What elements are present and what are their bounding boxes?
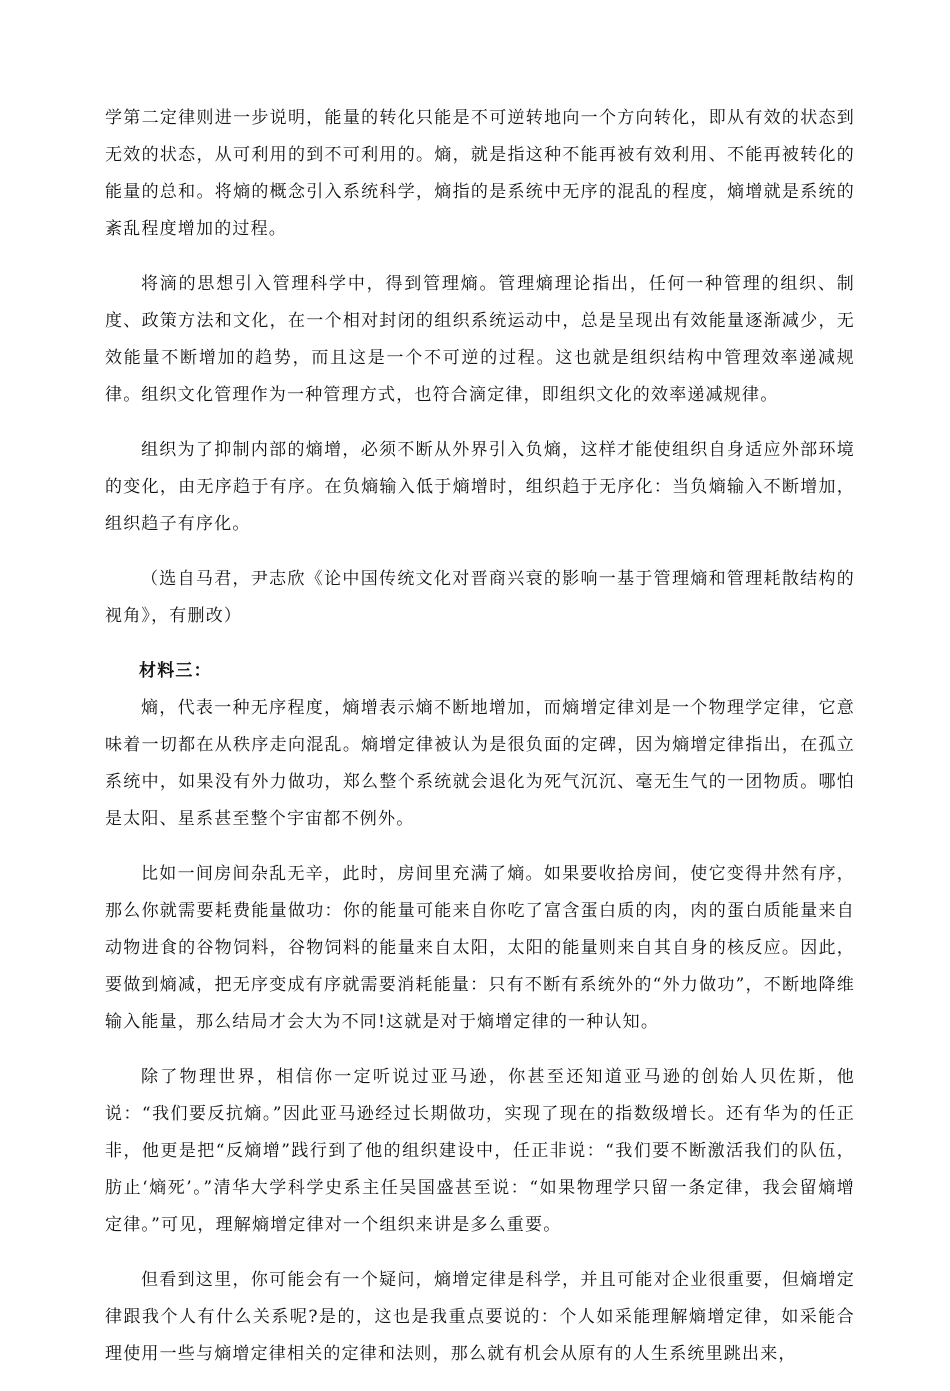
paragraph-2: 将滴的思想引入管理科学中，得到管理熵。管理熵理论指出，任何一种管理的组织、制度、政策方法和文化，在一个相对封闭的组织系统运动中，总是呈现出有效能量逐渐减少，无效能量不断增加的趋势，而且这是一个不可逆的过程。这也就是组织结构中管理效率递减规律。组织文化管理作为一种管理方式，也符合滴定律，即组织文化的效率递减规律。 [105,274,855,405]
paragraph-3: 组织为了抑制内部的熵增，必须不断从外界引入负熵，这样才能使组织自身适应外部环境的变化，由无序趋于有序。在负熵输入低于熵增时，组织趋于无序化：当负熵输入不断增加，组织趋子有序化。 [105,440,855,534]
document-body [105,100,855,1391]
paragraph-7: 但看到这里，你可能会有一个疑问，熵增定律是科学，并且可能对企业很重要，但熵增定律跟我个人有什么关系呢?是的，这也是我重点要说的：个人如采能理解熵增定律，如采能合理使用一些与熵增定律相关的定律和法则，那么就有机会从原有的人生系统里跳出来， [105,1270,855,1364]
paragraph-1: 学第二定律则进一步说明，能量的转化只能是不可逆转地向一个方向转化，即从有效的状态到无效的状态，从可利用的到不可利用的。熵，就是指这种不能再被有效利用、不能再被转化的能量的总和。将熵的概念引入系统科学，熵指的是系统中无序的混乱的程度，熵增就是系统的紊乱程度增加的过程。 [105,108,855,239]
paragraph-5: 比如一间房间杂乱无辛，此时，房间里充满了熵。如果要收拾房间，使它变得井然有序，那么你就需要耗费能量做功：你的能量可能来自你吃了富含蛋白质的肉，肉的蛋白质能量来自动物进食的谷物饲料，谷物饲料的能量来自太阳，太阳的能量则来自其自身的核反应。因此，要做到熵减，把无序变成有序就需要消耗能量：只有不断有系统外的“外力做功”，不断地降维输入能量，那么结局才会大为不同!这就是对于熵增定律的一种认知。 [105,864,855,1032]
paragraph-6: 除了物理世界，相信你一定听说过亚马逊，你甚至还知道亚马逊的创始人贝佐斯，他说：“我们要反抗熵。”因此亚马逊经过长期做功，实现了现在的指数级增长。还有华为的任正非，他更是把“反熵增”践行到了他的组织建设中，任正非说：“我们要不断激活我们的队伍，肪止‘熵死’。”清华大学科学史系主任吴国盛甚至说：“如果物理学只留一条定律，我会留熵增定律。”可见，理解熵增定律对一个组织来讲是多么重要。 [105,1067,855,1235]
section-heading: 材料三： [139,661,212,681]
paragraph-4: 熵，代表一种无序程度，熵增表示熵不断地增加，而熵增定律刘是一个物理学定律，它意味着一切都在从秩序走向混乱。熵增定律被认为是很负面的定碑，因为熵增定律指出，在孤立系统中，如果没有外力做功，郑么整个系统就会退化为死气沉沉、毫无生气的一团物质。哪怕是太阳、星系甚至整个宇宙都不例外。 [105,698,855,829]
source-citation: （选自马君，尹志欣《论中国传统文化对晋商兴衰的影响一基于管理熵和管理耗散结构的视角》，有删改） [105,569,855,626]
